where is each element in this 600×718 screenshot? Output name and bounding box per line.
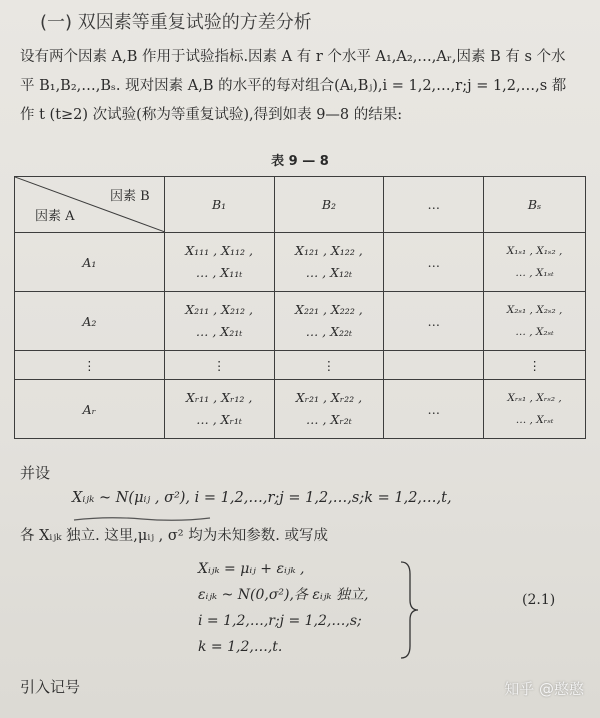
table-cell: [384, 292, 484, 351]
row-label: ⋮: [15, 351, 165, 380]
cell-line: Xᵣₛ₁ , Xᵣₛ₂ ,: [507, 392, 562, 404]
corner-cell: [15, 177, 165, 233]
table-cell: [274, 380, 384, 439]
watermark-text: 知乎 @憨憨: [504, 680, 584, 698]
cell-line: … , X₁₂ₜ: [305, 265, 353, 280]
distribution-formula: [72, 490, 452, 506]
corner-label-factor-b: 因素 B: [110, 189, 150, 204]
table-row: [15, 292, 586, 351]
data-table-9-8: [14, 176, 586, 439]
equation-number: (2.1): [522, 592, 556, 608]
cell-line: …: [427, 254, 440, 270]
table-cell: [384, 380, 484, 439]
cell-line: … , X₁ₛₜ: [515, 267, 554, 279]
independence-statement: 各 Xᵢⱼₖ 独立. 这里,μᵢⱼ , σ² 均为未知参数. 或写成: [20, 528, 328, 544]
table-caption: 表 9 — 8: [271, 154, 329, 169]
table-cell: [274, 233, 384, 292]
model-equations: [198, 556, 368, 660]
table-cell: ⋮: [274, 351, 384, 380]
cell-line: … , X₂₂ₜ: [305, 324, 353, 339]
notation-intro: 引入记号: [20, 678, 81, 696]
cell-line: … , Xᵣ₂ₜ: [306, 412, 352, 427]
table-row: [15, 233, 586, 292]
cell-line: …: [427, 313, 440, 329]
table-cell: [164, 292, 274, 351]
table-cell: ⋮: [484, 351, 586, 380]
cell-line: …: [427, 401, 440, 417]
col-header: B₁: [164, 177, 274, 233]
row-label: Aᵣ: [15, 380, 165, 439]
row-label: A₁: [15, 233, 165, 292]
table-cell: [274, 292, 384, 351]
col-header: …: [384, 177, 484, 233]
table-cell: [484, 292, 586, 351]
cell-line: … , Xᵣ₁ₜ: [196, 412, 242, 427]
cell-line: X₁₂₁ , X₁₂₂ ,: [295, 243, 363, 258]
table-cell: [484, 233, 586, 292]
cell-line: … , Xᵣₛₜ: [515, 414, 554, 426]
col-header: B₂: [274, 177, 384, 233]
table-cell: ⋮: [164, 351, 274, 380]
table-cell: [384, 351, 484, 380]
equation-line: i = 1,2,…,r;j = 1,2,…,s;: [198, 613, 362, 629]
cell-line: Xᵣ₁₁ , Xᵣ₁₂ ,: [185, 390, 253, 405]
cell-line: X₂₁₁ , X₂₁₂ ,: [185, 302, 253, 317]
table-cell: [384, 233, 484, 292]
right-brace: [398, 560, 420, 660]
cell-line: … , X₂₁ₜ: [195, 324, 243, 339]
section-title: (一) 双因素等重复试验的方差分析: [40, 12, 312, 33]
assumption-intro: 并设: [20, 464, 51, 482]
cell-line: X₂₂₁ , X₂₂₂ ,: [295, 302, 363, 317]
table-row-ellipsis: [15, 351, 586, 380]
table-cell: [164, 233, 274, 292]
equation-line: k = 1,2,…,t.: [198, 639, 283, 655]
table-cell: [484, 380, 586, 439]
col-header: Bₛ: [484, 177, 586, 233]
intro-paragraph: 设有两个因素 A,B 作用于试验指标.因素 A 有 r 个水平 A₁,A₂,…,Aᵣ,因素 B 有 s 个水平 B₁,B₂,…,Bₛ. 现对因素 A,B 的水平的每对组合(Aᵢ,Bⱼ),i = 1,2,…,r;j = 1,2,…,s 都作 t (t≥2) 次试验(称为等重复试验),得到如表 9—8 的结果:: [20, 49, 567, 123]
cell-line: … , X₂ₛₜ: [515, 326, 554, 338]
cell-line: Xᵣ₂₁ , Xᵣ₂₂ ,: [295, 390, 363, 405]
formula-text: Xᵢⱼₖ ~ N(μᵢⱼ , σ²), i = 1,2,…,r;j = 1,2,…,s;k = 1,2,…,t,: [72, 490, 452, 506]
cell-line: X₁₁₁ , X₁₁₂ ,: [185, 243, 253, 258]
cell-line: … , X₁₁ₜ: [195, 265, 243, 280]
table-cell: [164, 380, 274, 439]
table-row: [15, 380, 586, 439]
pen-underline: [72, 514, 212, 524]
equation-line: εᵢⱼₖ ~ N(0,σ²),各 εᵢⱼₖ 独立,: [198, 587, 369, 603]
cell-line: X₁ₛ₁ , X₁ₛ₂ ,: [506, 245, 563, 257]
table-header-row: [15, 177, 586, 233]
cell-line: X₂ₛ₁ , X₂ₛ₂ ,: [506, 304, 563, 316]
equation-line: Xᵢⱼₖ = μᵢⱼ + εᵢⱼₖ ,: [198, 561, 305, 577]
corner-label-factor-a: 因素 A: [35, 209, 75, 224]
row-label: A₂: [15, 292, 165, 351]
